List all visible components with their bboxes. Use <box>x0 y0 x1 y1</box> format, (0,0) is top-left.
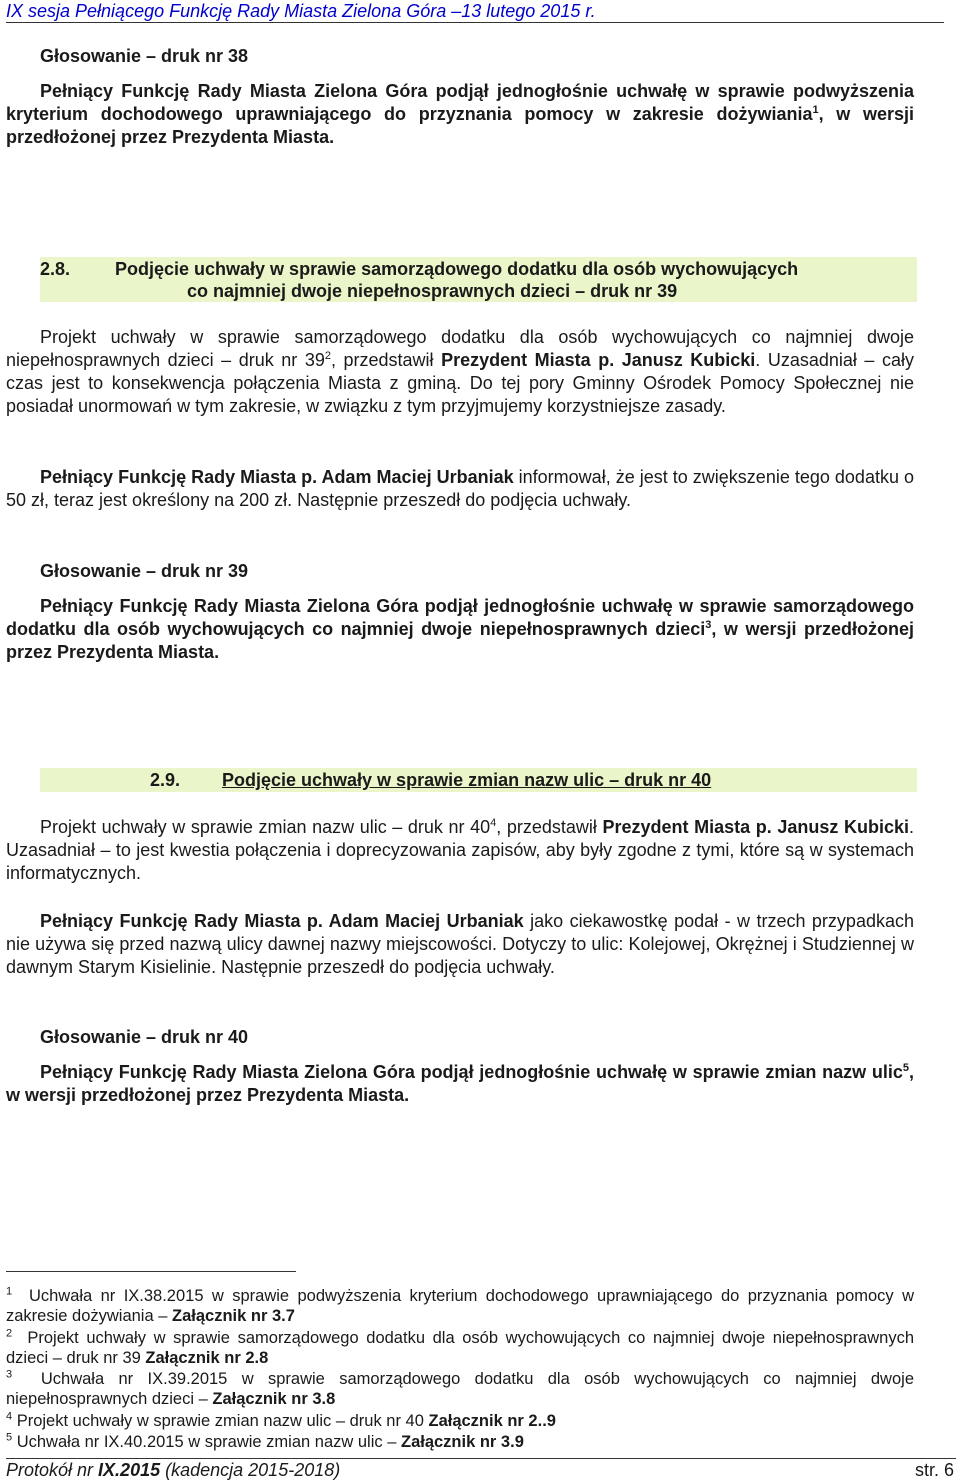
s28-p1-rest: . Uzasadniał – cały czas jest to konsekwencja połączenia Miasta z gminą. Do tej pory Gminny Ośrodek Pomocy Społecznej nie posiadał unormowań w tym zakresie, w związku z tym przyjmujemy korzystniejsze zasady. <box>6 350 914 416</box>
footnote-1-text: Uchwała nr IX.38.2015 w sprawie podwyższenia kryterium dochodowego uprawniającego do przyznania pomocy w zakresie dożywiania – <box>6 1287 914 1325</box>
footnote-ref-2: 2 <box>324 350 331 362</box>
footnote-5-number: 5 <box>6 1431 13 1444</box>
vote-40-text-end: , w wersji przedłożonej przez Prezydenta Miasta. <box>6 1062 914 1105</box>
footnote-4-attachment: Załącznik nr 2..9 <box>428 1412 556 1430</box>
section-2-9-paragraph-2 <box>6 910 914 979</box>
vote-40-text <box>6 1061 914 1107</box>
footnote-ref-5: 5 <box>902 1062 909 1074</box>
page-header <box>6 0 944 23</box>
footnote-3-attachment: Załącznik nr 3.8 <box>212 1390 336 1408</box>
vote-40-text-main: Pełniący Funkcję Rady Miasta Zielona Góra podjął jednogłośnie uchwałę w sprawie zmian nazw ulic <box>40 1062 903 1082</box>
section-2-9-paragraph-1 <box>6 816 914 885</box>
vote-38-text-end: , w wersji przedłożonej przez Prezydenta Miasta. <box>6 104 914 147</box>
footnote-2 <box>6 1328 914 1368</box>
s28-p2-rest: informował, że jest to zwiększenie tego dodatku o 50 zł, teraz jest określony na 200 zł. Następnie przeszedł do podjęcia uchwały. <box>6 467 914 510</box>
vote-38-text <box>6 80 914 149</box>
s29-p2-rest: jako ciekawostkę podał - w trzech przypadkach nie używa się przed nazwą ulicy dawnej nazwy miejscowości. Dotyczy to ulic: Kolejowej, Okrężnej i Studziennej w dawnym Starym Kisielinie. Następnie przeszedł do podjęcia uchwały. <box>6 911 914 977</box>
section-2-9-number: 2.9. <box>150 770 181 790</box>
s28-p1-speaker: Prezydent Miasta p. Janusz Kubicki <box>441 350 756 370</box>
footnote-5 <box>6 1432 914 1452</box>
footnote-4-number: 4 <box>6 1410 13 1423</box>
section-2-8-paragraph-1 <box>6 326 914 418</box>
footer-protocol-label: Protokół nr <box>6 1460 99 1480</box>
header-title: IX sesja Pełniącego Funkcję Rady Miasta Zielona Góra –13 lutego 2015 r. <box>6 1 596 21</box>
s29-p1-mid: , przedstawił <box>496 817 603 837</box>
s29-p1-rest: . Uzasadniał – to jest kwestia połączenia i doprecyzowania zapisów, aby były zgodne z tymi, które są w systemach informatycznych. <box>6 817 914 883</box>
footnote-1-attachment: Załącznik nr 3.7 <box>172 1307 295 1325</box>
footnote-ref-3: 3 <box>705 619 712 631</box>
footer-protocol-number: IX.2015 <box>98 1460 161 1480</box>
footnote-4-text: Projekt uchwały w sprawie zmian nazw ulic – druk nr 40 <box>16 1412 429 1430</box>
section-2-8-title-box <box>40 257 917 302</box>
footnote-5-text: Uchwała nr IX.40.2015 w sprawie zmian nazw ulic – <box>16 1433 401 1451</box>
footnote-1 <box>6 1286 914 1326</box>
footnote-3-text: Uchwała nr IX.39.2015 w sprawie samorządowego dodatku dla osób wychowujących co najmniej dwoje niepełnosprawnych dzieci – <box>6 1370 914 1408</box>
section-2-8-title-line2: co najmniej dwoje niepełnosprawnych dzieci – druk nr 39 <box>187 281 678 301</box>
footnote-3-number: 3 <box>6 1368 13 1381</box>
vote-38-heading: Głosowanie – druk nr 38 <box>40 46 249 66</box>
footnote-5-attachment: Załącznik nr 3.9 <box>400 1433 524 1451</box>
s28-p1-mid: , przedstawił <box>330 350 442 370</box>
footnote-3 <box>6 1369 914 1409</box>
vote-39-text <box>6 595 914 664</box>
footnote-ref-4: 4 <box>490 817 497 829</box>
section-2-8-paragraph-2 <box>6 466 914 512</box>
s28-p2-speaker: Pełniący Funkcję Rady Miasta p. Adam Maciej Urbaniak <box>40 467 514 487</box>
s28-p1-text: Projekt uchwały w sprawie samorządowego dodatku dla osób wychowujących co najmniej dwoje niepełnosprawnych dzieci – druk nr 39 <box>6 327 914 370</box>
vote-40-heading: Głosowanie – druk nr 40 <box>40 1027 249 1047</box>
page-footer <box>6 1458 956 1481</box>
s29-p1-text: Projekt uchwały w sprawie zmian nazw ulic – druk nr 40 <box>40 817 491 837</box>
s29-p2-speaker: Pełniący Funkcję Rady Miasta p. Adam Maciej Urbaniak <box>40 911 524 931</box>
section-2-8-title-line1: Podjęcie uchwały w sprawie samorządowego dodatku dla osób wychowujących <box>115 259 799 279</box>
footnote-2-number: 2 <box>6 1327 13 1340</box>
vote-38-text-main: Pełniący Funkcję Rady Miasta Zielona Góra podjął jednogłośnie uchwałę w sprawie podwyższenia kryterium dochodowego uprawniającego do przyznania pomocy w zakresie dożywiania <box>6 81 914 124</box>
vote-39-text-end: , w wersji przedłożonej przez Prezydenta Miasta. <box>6 619 914 662</box>
page-number: str. 6 <box>914 1460 954 1480</box>
footnote-separator <box>6 1271 296 1272</box>
s29-p1-speaker: Prezydent Miasta p. Janusz Kubicki <box>602 817 909 837</box>
section-2-9-title: Podjęcie uchwały w sprawie zmian nazw ulic – druk nr 40 <box>222 770 712 790</box>
section-2-9-title-box <box>40 768 917 792</box>
footnote-1-number: 1 <box>6 1285 13 1298</box>
section-2-8-number: 2.8. <box>40 259 71 279</box>
footnote-ref-1: 1 <box>812 104 819 116</box>
footer-term: (kadencja 2015-2018) <box>160 1460 341 1480</box>
vote-39-heading: Głosowanie – druk nr 39 <box>40 561 249 581</box>
footnote-2-attachment: Załącznik nr 2.8 <box>145 1349 269 1367</box>
footnote-4 <box>6 1411 914 1431</box>
vote-39-text-main: Pełniący Funkcję Rady Miasta Zielona Góra podjął jednogłośnie uchwałę w sprawie samorządowego dodatku dla osób wychowujących co najmniej dwoje niepełnosprawnych dzieci <box>6 596 914 639</box>
footnote-2-text: Projekt uchwały w sprawie samorządowego dodatku dla osób wychowujących co najmniej dwoje niepełnosprawnych dzieci – druk nr 39 <box>6 1329 915 1367</box>
